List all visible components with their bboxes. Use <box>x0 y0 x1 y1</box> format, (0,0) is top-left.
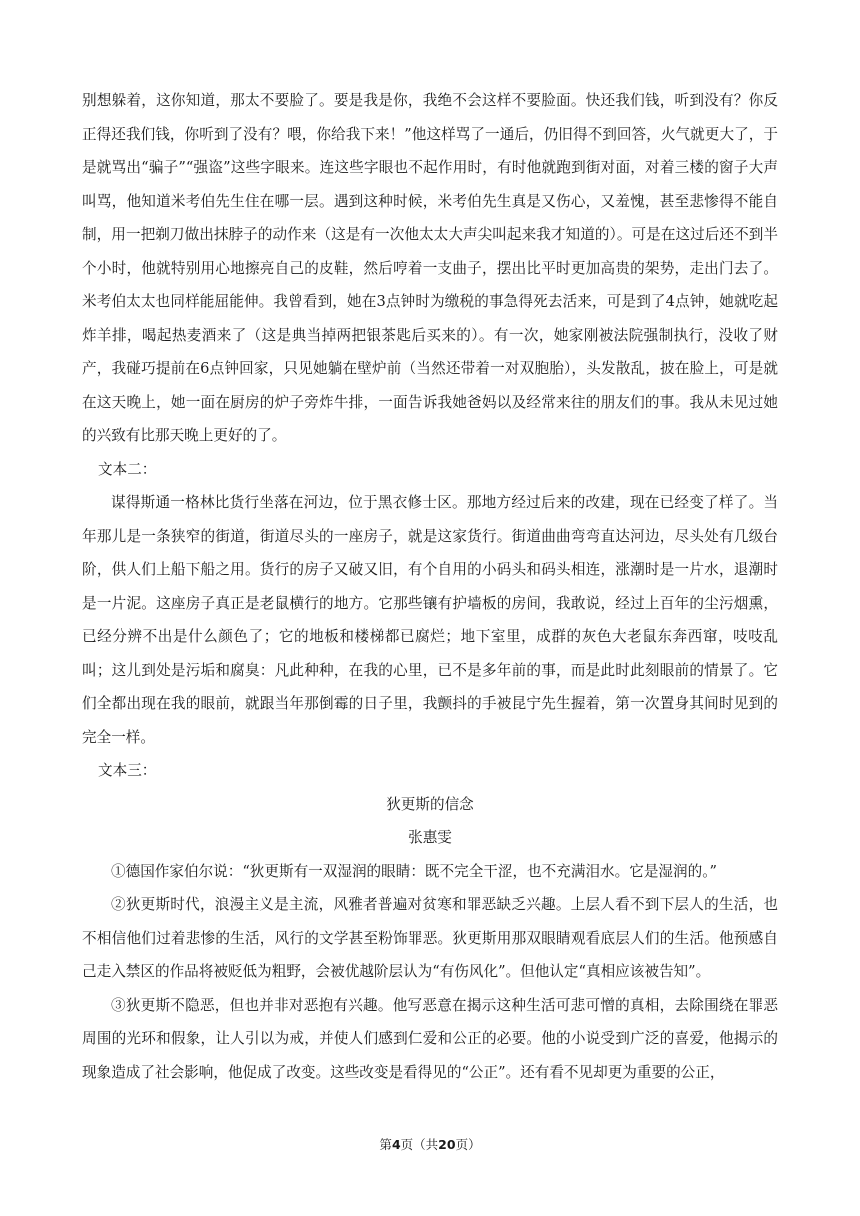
text3-label: 文本三： <box>98 762 157 779</box>
footer-suffix: 页） <box>455 1137 481 1152</box>
text2-label: 文本二： <box>98 460 157 478</box>
essay-paragraph-2: ②狄更斯时代，浪漫主义是主流，风雅者普遍对贫寒和罪恶缺乏兴趣。上层人看不到下层人的生活，也不相信他们过着悲惨的生活，风行的文学甚至粉饰罪恶。狄更斯用那双眼睛观看底层人们的生活。他预感自己走入禁区的作品将被贬低为粗野，会被优越阶层认为“有伤风化”。但他认定“真相应该被告知”。 <box>82 896 778 980</box>
page-footer <box>0 1137 860 1153</box>
footer-prefix: 第 <box>379 1137 392 1152</box>
essay-title: 狄更斯的信念 <box>386 795 474 813</box>
footer-total-pages: 20 <box>438 1137 456 1152</box>
essay-paragraph-1: ①德国作家伯尔说：“狄更斯有一双湿润的眼睛：既不完全干涩，也不充满泪水。它是湿润的。” <box>111 862 717 880</box>
footer-page-number: 4 <box>391 1137 401 1152</box>
paragraph-continuation: 别想躲着，这你知道，那太不要脸了。要是我是你，我绝不会这样不要脸面。快还我们钱，听到没有？你反正得还我们钱，你听到了没有？喂，你给我下来！”他这样骂了一通后，仍旧得不到回答，火气就更大了，于是就骂出“骗子”“强盗”这些字眼来。连这些字眼也不起作用时，有时他就跑到街对面，对着三楼的窗子大声叫骂，他知道米考伯先生住在哪一层。遇到这种时候，米考伯先生真是又伤心，又羞愧，甚至悲惨得不能自制，用一把剃刀做出抹脖子的动作来（这是有一次他太太大声尖叫起来我才知道的）。可是在这过后还不到半个小时，他就特别用心地擦亮自己的皮鞋，然后哼着一支曲子，摆出比平时更加高贵的架势，走出门去了。米考伯太太也同样能屈能伸。我曾看到，她在3点钟时为缴税的事急得死去活来，可是到了4点钟，她就吃起炸羊排，喝起热麦酒来了（这是典当掉两把银茶匙后买来的）。有一次，她家刚被法院强制执行，没收了财产，我碰巧提前在6点钟回家，只见她躺在壁炉前（当然还带着一对双胞胎），头发散乱，披在脸上，可是就在这天晚上，她一面在厨房的炉子旁炸牛排，一面告诉我她爸妈以及经常来往的朋友们的事。我从未见过她的兴致有比那天晚上更好的了。 <box>82 92 778 444</box>
footer-mid: 页（共 <box>400 1137 439 1152</box>
paragraph-text2: 谋得斯通一格林比货行坐落在河边，位于黑衣修士区。那地方经过后来的改建，现在已经变了样了。当年那儿是一条狭窄的街道，街道尽头的一座房子，就是这家货行。街道曲曲弯弯直达河边，尽头处有几级台阶，供人们上船下船之用。货行的房子又破又旧，有个自用的小码头和码头相连，涨潮时是一片水，退潮时是一片泥。这座房子真正是老鼠横行的地方。它那些镶有护墙板的房间，我敢说，经过上百年的尘污烟熏，已经分辨不出是什么颜色了；它的地板和楼梯都已腐烂；地下室里，成群的灰色大老鼠东奔西窜，吱吱乱叫；这儿到处是污垢和腐臭：凡此种种，在我的心里，已不是多年前的事，而是此时此刻眼前的情景了。它们全都出现在我的眼前，就跟当年那倒霉的日子里，我颤抖的手被昆宁先生握着，第一次置身其间时见到的完全一样。 <box>82 494 778 746</box>
essay-author: 张惠雯 <box>408 829 452 846</box>
document-body <box>82 84 778 1089</box>
essay-paragraph-3: ③狄更斯不隐恶，但也并非对恶抱有兴趣。他写恶意在揭示这种生活可悲可憎的真相，去除围绕在罪恶周围的光环和假象，让人引以为戒，并使人们感到仁爱和公正的必要。他的小说受到广泛的喜爱，他揭示的现象造成了社会影响，他促成了改变。这些改变是看得见的“公正”。还有看不见却更为重要的公正， <box>82 996 778 1081</box>
